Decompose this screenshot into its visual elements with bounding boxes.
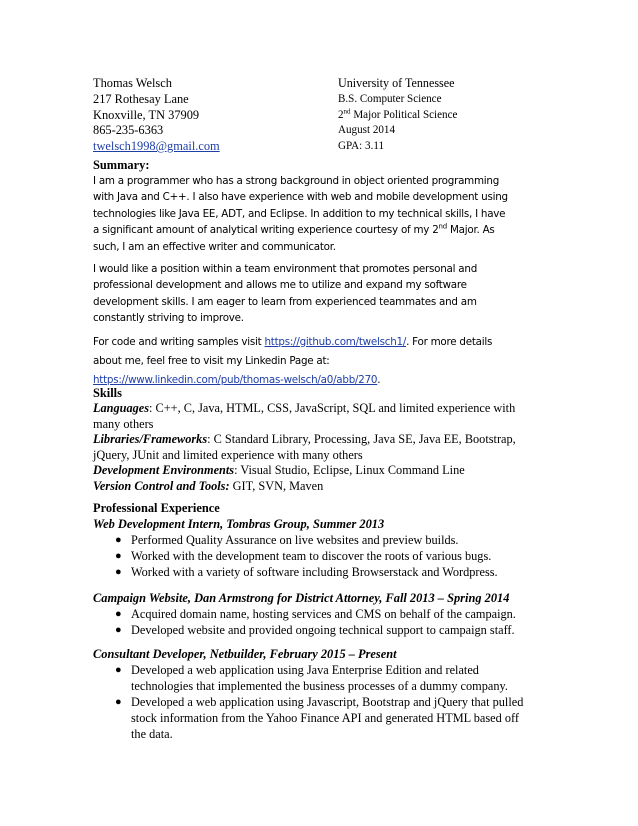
list-item: ● Developed a web application using Java Enterprise Edition and related technologies that implemented the business processes of a dummy company.	[115, 663, 508, 693]
education-school: University of Tennessee	[338, 76, 455, 90]
skills-version-control: Version Control and Tools: GIT, SVN, Maven	[93, 478, 324, 493]
list-item: ● Performed Quality Assurance on live websites and preview builds.	[115, 533, 459, 547]
skills-libraries: Libraries/Frameworks: C Standard Library, Processing, Java SE, Java EE, Bootstrap,	[93, 432, 516, 447]
job-bullets	[93, 606, 573, 638]
experience-section	[93, 500, 573, 742]
skills-section	[93, 385, 553, 495]
linkedin-link[interactable]: https://www.linkedin.com/pub/thomas-welsch/a0/abb/270	[93, 373, 378, 386]
list-item: ● Acquired domain name, hosting services and CMS on behalf of the campaign.	[115, 607, 516, 621]
skills-dev-environments: Development Environments: Visual Studio, Eclipse, Linux Command Line	[93, 463, 465, 478]
education-degree: B.S. Computer Science	[338, 92, 442, 105]
summary-paragraph-1: I am a programmer who has a strong background in object oriented programming with Java and C++. I also have experience with web and mobile development using technologies like Java EE, ADT, and Eclipse. In addition to my technical skills, I have a significant amount of analytical writing experience courtesy of my 2nd Major. As such, I am an effective writer and communicator.	[93, 175, 508, 253]
list-item: ● Worked with a variety of software including Browserstack and Wordpress.	[115, 565, 498, 579]
skills-list: Languages: C++, C, Java, HTML, CSS, JavaScript, SQL and limited experience with many others Libraries/Frameworks: C Standard Library, Processing, Java SE, Java EE, Bootstrap, jQuery, JUnit and limited experience with many others Development Environments: Visual Studio, Eclipse, Linux Command Line Version Control and Tools: GIT, SVN, Maven	[93, 401, 553, 495]
job-bullets	[93, 662, 573, 742]
summary-section	[93, 157, 553, 390]
contact-block	[93, 76, 220, 155]
contact-phone: 865-235-6363	[93, 123, 164, 138]
list-item: ● Worked with the development team to discover the roots of various bugs.	[115, 549, 492, 563]
education-major: 2nd Major Political Science	[338, 106, 458, 121]
job-title: Campaign Website, Dan Armstrong for District Attorney, Fall 2013 – Spring 2014	[93, 591, 510, 605]
contact-name: Thomas Welsch	[93, 76, 172, 90]
contact-street: 217 Rothesay Lane	[93, 91, 189, 106]
summary-heading: Summary:	[93, 158, 150, 172]
experience-heading: Professional Experience	[93, 501, 220, 515]
summary-paragraph-3: For code and writing samples visit https://github.com/twelsch1/. For more details about me, feel free to visit my Linkedin Page at: https://www.linkedin.com/pub/thomas-welsch/a0/abb/270.	[93, 335, 493, 386]
github-link[interactable]: https://github.com/twelsch1/	[264, 335, 407, 348]
skills-heading: Skills	[93, 386, 122, 400]
summary-paragraph-2: I would like a position within a team environment that promotes personal and professional development and allows me to utilize and expand my software development skills. I am eager to learn from experienced teammates and am constantly striving to improve.	[93, 263, 478, 325]
job-title: Consultant Developer, Netbuilder, February 2015 – Present	[93, 647, 397, 661]
skills-languages: Languages: C++, C, Java, HTML, CSS, JavaScript, SQL and limited experience with	[93, 401, 516, 415]
list-item: ● Developed a web application using Javascript, Bootstrap and jQuery that pulled stock information from the Yahoo Finance API and generated HTML based off the data.	[115, 695, 524, 741]
education-block	[338, 76, 457, 155]
contact-email-link[interactable]: twelsch1998@gmail.com	[93, 139, 220, 154]
education-date: August 2014	[338, 124, 396, 137]
job-bullets	[93, 532, 573, 580]
job-title: Web Development Intern, Tombras Group, Summer 2013	[93, 517, 385, 531]
list-item: ● Developed website and provided ongoing technical support to campaign staff.	[115, 623, 515, 637]
education-gpa: GPA: 3.11	[338, 140, 385, 153]
contact-city: Knoxville, TN 37909	[93, 107, 200, 122]
